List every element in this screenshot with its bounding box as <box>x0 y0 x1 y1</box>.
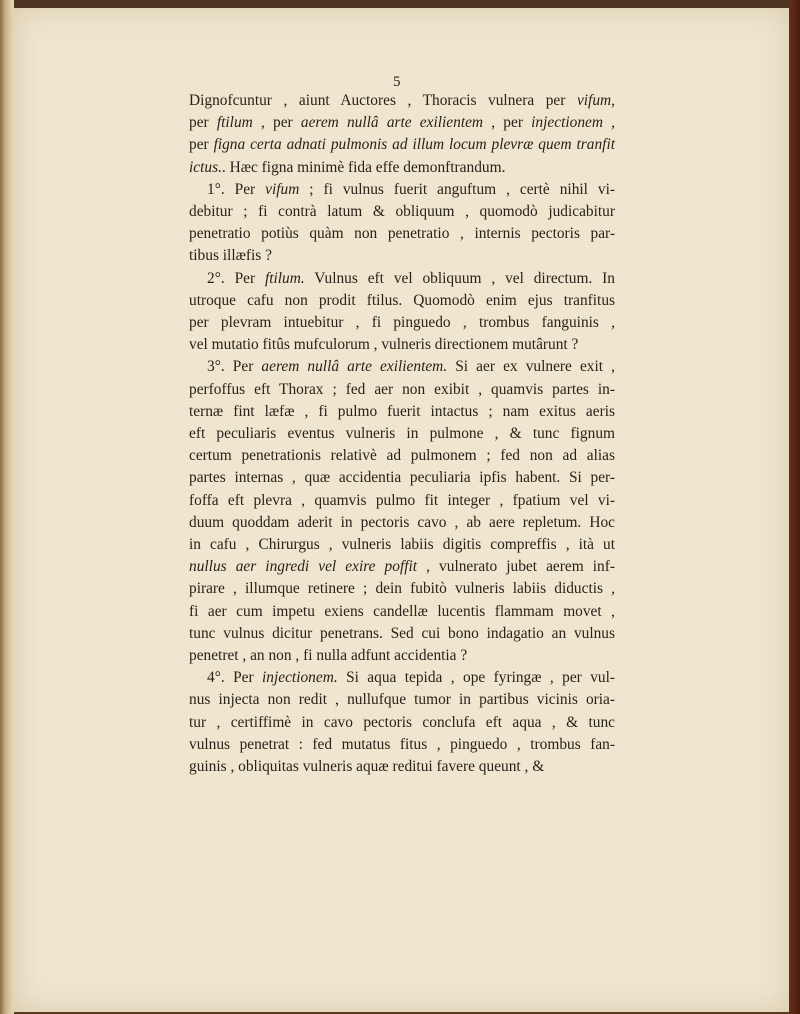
text-line <box>189 379 615 401</box>
italic-text: injectionem. <box>262 669 338 687</box>
body-text <box>189 90 615 778</box>
italic-text: vifum, <box>576 92 615 109</box>
text-line <box>189 534 615 556</box>
text-line <box>189 157 615 179</box>
text-line <box>189 423 615 445</box>
text-line <box>189 334 615 356</box>
paragraph <box>189 179 615 268</box>
text-run: fi aer cum impetu exiens candellæ lucentis flammam movet , <box>189 602 615 620</box>
text-line <box>189 268 615 290</box>
text-line <box>189 756 615 778</box>
text-line <box>189 201 615 223</box>
text-run: pirare , illumque retinere ; dein fubitò vulneris labiis diductis , <box>189 580 615 598</box>
text-run: Si aer ex vulnere exit , <box>447 358 615 376</box>
paragraph <box>189 268 615 357</box>
text-line <box>189 134 615 156</box>
text-line <box>189 112 615 134</box>
italic-text: ftilum <box>216 114 253 132</box>
text-run: ternæ fint læfæ , fi pulmo fuerit intactus ; nam exitus aeris <box>189 402 615 420</box>
italic-text: ictus. <box>189 158 222 176</box>
italic-text: vifum <box>265 180 300 198</box>
text-run: tur , certiffimè in cavo pectoris conclufa eft aqua , & tunc <box>189 713 615 731</box>
page-number: 5 <box>393 74 401 90</box>
text-run: ; fi vulnus fuerit anguftum , certè nihil vi- <box>299 180 615 198</box>
top-edge <box>0 0 800 8</box>
text-run: , <box>602 114 616 132</box>
text-line <box>189 601 615 623</box>
italic-text: ftilum. <box>264 269 305 287</box>
text-line <box>189 623 615 645</box>
italic-text: nullus aer ingredi vel exire poffit <box>189 558 418 576</box>
italic-text: figna certa adnati pulmonis ad illum locum plevræ quem tranfit <box>213 136 616 154</box>
text-run: partes internas , quæ accidentia peculiaria ipfis habent. Si per- <box>189 469 615 487</box>
text-line <box>189 290 615 312</box>
paragraph <box>189 90 615 179</box>
text-run: foffa eft plevra , quamvis pulmo fit integer , fpatium vel vi- <box>189 491 615 509</box>
text-run: duum quoddam aderit in pectoris cavo , ab aere repletum. Hoc <box>189 513 615 531</box>
text-run: utroque cafu non prodit ftilus. Quomodò enim ejus tranfitus <box>189 291 615 309</box>
text-line <box>189 689 615 711</box>
text-run: tunc vulnus dicitur penetrans. Sed cui bono indagatio an vulnus <box>189 624 615 642</box>
text-line <box>189 734 615 756</box>
text-run: perfoffus eft Thorax ; fed aer non exibit , quamvis partes in- <box>189 380 615 398</box>
page-edge <box>789 0 800 1014</box>
italic-text: injectionem <box>531 114 603 132</box>
text-run: vel mutatio fitûs mufculorum , vulneris directionem mutârunt ? <box>189 336 579 354</box>
text-line <box>189 312 615 334</box>
text-line <box>189 645 615 667</box>
text-line <box>189 401 615 423</box>
text-run: debitur ; fi contrà latum & obliquum , quomodò judicabitur <box>189 203 615 221</box>
text-line <box>189 578 615 600</box>
text-run: Dignofcuntur , aiunt Auctores , Thoracis vulnera per <box>189 92 577 109</box>
text-line <box>189 556 615 578</box>
text-run: 1°. Per <box>207 180 266 198</box>
text-run: penetratio potiùs quàm non penetratio , internis pectoris par- <box>189 225 615 243</box>
text-run: certum penetrationis relativè ad pulmonem ; fed non ad alias <box>189 447 615 465</box>
text-line <box>189 179 615 201</box>
text-line <box>189 712 615 734</box>
text-run: Si aqua tepida , ope fyringæ , per vul- <box>337 669 615 687</box>
text-run: per plevram intuebitur , fi pinguedo , trombus fanguinis , <box>189 314 615 332</box>
text-run: , vulnerato jubet aerem inf- <box>417 558 615 576</box>
text-line <box>189 445 615 467</box>
italic-text: aerem nullâ arte exilientem <box>300 114 484 132</box>
text-run: 4°. Per <box>207 669 263 687</box>
text-run: eft peculiaris eventus vulneris in pulmone , & tunc fignum <box>189 425 615 443</box>
paragraph <box>189 667 615 778</box>
text-run: Vulnus eft vel obliquum , vel directum. In <box>304 269 615 287</box>
text-line <box>189 467 615 489</box>
text-run: 2°. Per <box>207 269 265 287</box>
text-run: vulnus penetrat : fed mutatus fitus , pinguedo , trombus fan- <box>189 735 615 753</box>
text-line <box>189 667 615 689</box>
text-line <box>189 512 615 534</box>
text-line <box>189 356 615 378</box>
text-run: , per <box>483 114 532 132</box>
text-run: 3°. Per <box>207 358 262 376</box>
text-line <box>189 223 615 245</box>
text-run: , per <box>252 114 301 132</box>
text-run: per <box>189 114 217 132</box>
book-spine <box>0 0 14 1014</box>
paragraph <box>189 356 615 667</box>
text-run: nus injecta non redit , nullufque tumor in partibus vicinis oria- <box>189 691 615 709</box>
text-run: per <box>189 136 214 154</box>
text-run: tibus illæfis ? <box>189 247 272 265</box>
text-line <box>189 245 615 267</box>
text-run: guinis , obliquitas vulneris aquæ reditui favere queunt , & <box>189 758 545 776</box>
text-run: . Hæc figna minimè fida effe demonftrandum. <box>221 158 506 176</box>
text-line <box>189 490 615 512</box>
italic-text: aerem nullâ arte exilientem. <box>261 358 448 376</box>
text-run: penetret , an non , fi nulla adfunt accidentia ? <box>189 647 468 665</box>
text-run: in cafu , Chirurgus , vulneris labiis digitis compreffis , ità ut <box>189 536 615 554</box>
text-line <box>189 90 615 112</box>
